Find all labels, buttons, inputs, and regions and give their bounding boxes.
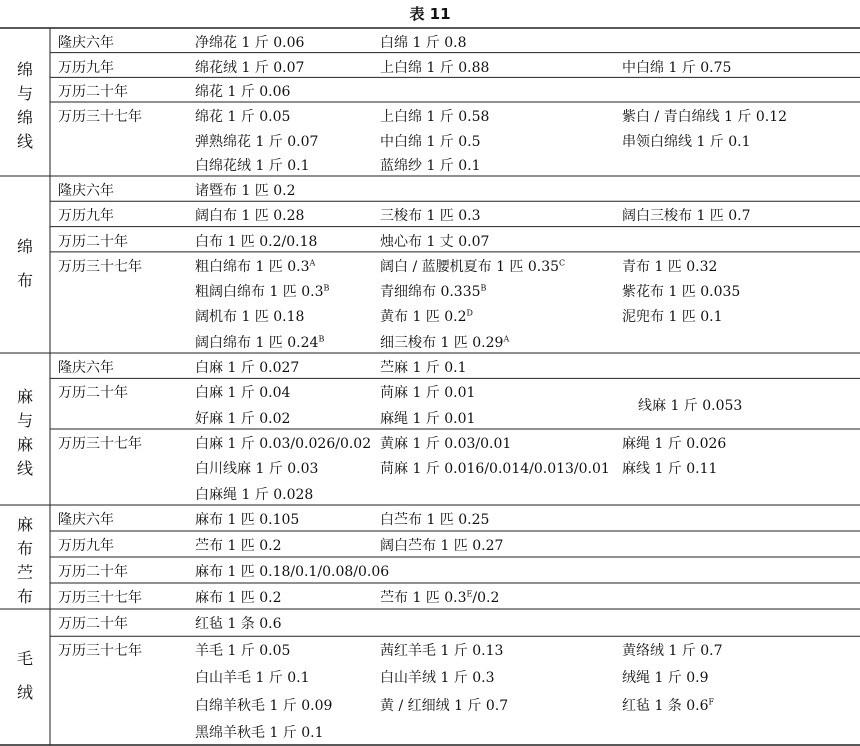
price-entry: 好麻 1 斤 0.02 xyxy=(195,410,291,427)
year-label: 万历三十七年 xyxy=(58,258,142,275)
price-entry: 白绵花绒 1 斤 0.1 xyxy=(195,158,310,175)
year-label: 万历三十七年 xyxy=(58,436,142,452)
price-entry: 苘麻 1 斤 0.01 xyxy=(380,385,476,402)
category-label-char: 苎 xyxy=(16,563,33,582)
price-entry: 苎麻 1 斤 0.1 xyxy=(380,360,467,376)
year-label: 隆庆六年 xyxy=(58,360,114,376)
category-label-char: 绵 xyxy=(16,236,33,256)
price-entry: 白麻 1 斤 0.03/0.026/0.02 xyxy=(195,436,372,452)
year-label: 万历二十年 xyxy=(58,616,128,632)
category-label-char: 绵 xyxy=(16,60,33,79)
price-entry: 泥兜布 1 匹 0.1 xyxy=(622,309,723,326)
price-entry: 净绵花 1 斤 0.06 xyxy=(195,35,305,51)
year-label: 万历二十年 xyxy=(58,385,128,402)
price-entry: 羊毛 1 斤 0.05 xyxy=(195,643,291,660)
price-entry: 蓝绵纱 1 斤 0.1 xyxy=(380,158,481,175)
price-entry: 麻线 1 斤 0.11 xyxy=(622,461,718,478)
price-entry: 中白绵 1 斤 0.5 xyxy=(380,133,481,150)
price-entry: 中白绵 1 斤 0.75 xyxy=(622,59,732,76)
price-entry: 青布 1 匹 0.32 xyxy=(622,258,718,275)
price-entry: 红毡 1 条 0.6$^F$ xyxy=(622,696,715,714)
category-label-char: 布 xyxy=(16,270,33,290)
footnote-mark: F xyxy=(708,696,715,706)
price-entry: 弹熟绵花 1 斤 0.07 xyxy=(195,133,319,150)
price-entry: 白绵 1 斤 0.8 xyxy=(380,35,467,51)
price-entry: 紫白 / 青白绵线 1 斤 0.12 xyxy=(622,109,788,125)
price-entry: 细三梭布 1 匹 0.29$^A$ xyxy=(380,334,510,351)
category-label-char: 布 xyxy=(16,587,33,606)
price-entry: 绵花绒 1 斤 0.07 xyxy=(195,59,305,76)
price-entry: 苎布 1 匹 0.2 xyxy=(195,538,282,554)
price-entry: 麻布 1 匹 0.2 xyxy=(195,590,282,606)
price-entry: 阔机布 1 匹 0.18 xyxy=(195,309,305,326)
price-entry: 烛心布 1 丈 0.07 xyxy=(380,233,490,250)
footnote-mark: B xyxy=(323,283,330,293)
category-label-char: 与 xyxy=(16,84,33,103)
price-entry: 黄布 1 匹 0.2$^D$ xyxy=(380,308,473,326)
price-entry: 白绵羊秋毛 1 斤 0.09 xyxy=(195,697,333,714)
price-entry: 麻布 1 匹 0.105 xyxy=(195,512,300,528)
footnote-mark: B xyxy=(318,334,325,344)
year-label: 万历九年 xyxy=(58,59,114,76)
price-entry: 苎布 1 匹 0.3$^E$/0.2 xyxy=(380,589,500,606)
price-entry: 阔白布 1 匹 0.28 xyxy=(195,208,305,225)
price-entry: 阔白苎布 1 匹 0.27 xyxy=(380,538,504,554)
price-entry: 阔白绵布 1 匹 0.24$^B$ xyxy=(195,334,325,351)
price-entry: 线麻 1 斤 0.053 xyxy=(638,398,743,414)
price-entry: 麻绳 1 斤 0.026 xyxy=(622,436,727,452)
price-entry: 白苎布 1 匹 0.25 xyxy=(380,512,490,528)
category-label-char: 麻 xyxy=(16,387,33,406)
price-entry: 诸暨布 1 匹 0.2 xyxy=(195,183,296,199)
category-label-char: 线 xyxy=(16,459,33,478)
price-entry: 上白绵 1 斤 0.88 xyxy=(380,59,490,76)
year-label: 隆庆六年 xyxy=(58,183,114,199)
year-label: 万历二十年 xyxy=(58,564,128,580)
table-title: 表 11 xyxy=(409,5,451,23)
price-entry: 阔白 / 蓝腰机夏布 1 匹 0.35$^C$ xyxy=(380,258,566,275)
year-label: 万历三十七年 xyxy=(58,590,142,606)
price-entry: 黄麻 1 斤 0.03/0.01 xyxy=(380,436,512,452)
price-entry: 白布 1 匹 0.2/0.18 xyxy=(195,233,318,250)
category-label-char: 绒 xyxy=(16,683,33,702)
price-entry: 苘麻 1 斤 0.016/0.014/0.013/0.01 xyxy=(380,461,610,478)
category-label-char: 麻 xyxy=(16,515,33,534)
price-entry: 麻布 1 匹 0.18/0.1/0.08/0.06 xyxy=(195,564,390,580)
price-entry: 上白绵 1 斤 0.58 xyxy=(380,109,490,125)
price-entry: 红毡 1 条 0.6 xyxy=(195,616,282,632)
category-label-char: 绵 xyxy=(16,108,33,127)
category-label-char: 布 xyxy=(16,539,33,558)
price-entry: 青细绵布 0.335$^B$ xyxy=(380,283,487,301)
year-label: 万历九年 xyxy=(58,208,114,225)
price-entry: 绵花 1 斤 0.05 xyxy=(195,109,291,125)
footnote-mark: B xyxy=(480,283,487,293)
price-entry: 白山羊毛 1 斤 0.1 xyxy=(195,670,310,687)
year-label: 万历三十七年 xyxy=(58,643,142,660)
price-entry: 黄络绒 1 斤 0.7 xyxy=(622,643,723,660)
price-entry: 绵花 1 斤 0.06 xyxy=(195,84,291,101)
price-entry: 黄 / 红细绒 1 斤 0.7 xyxy=(380,697,509,714)
price-entry: 黑绵羊秋毛 1 斤 0.1 xyxy=(195,724,324,741)
price-entry: 粗白绵布 1 匹 0.3$^A$ xyxy=(195,258,316,275)
year-label: 万历二十年 xyxy=(58,233,128,250)
footnote-mark: A xyxy=(503,334,510,344)
price-entry: 白山羊绒 1 斤 0.3 xyxy=(380,670,495,687)
year-label: 隆庆六年 xyxy=(58,512,114,528)
price-entry: 白麻 1 斤 0.04 xyxy=(195,385,291,402)
price-entry: 白麻绳 1 斤 0.028 xyxy=(195,486,314,503)
price-entry: 绒绳 1 斤 0.9 xyxy=(622,670,709,687)
year-label: 万历九年 xyxy=(58,538,114,554)
category-label-char: 麻 xyxy=(16,435,33,454)
price-entry: 串领白绵线 1 斤 0.1 xyxy=(622,133,751,150)
price-entry: 茜红羊毛 1 斤 0.13 xyxy=(380,643,504,660)
footnote-mark: D xyxy=(466,308,473,318)
footnote-mark: A xyxy=(309,258,316,268)
footnote-mark: C xyxy=(559,258,566,268)
price-entry: 紫花布 1 匹 0.035 xyxy=(622,284,741,301)
footnote-mark: E xyxy=(466,589,473,599)
category-label-char: 与 xyxy=(16,411,33,430)
category-label-char: 毛 xyxy=(16,649,33,668)
category-label-char: 线 xyxy=(16,132,33,151)
price-entry: 阔白三梭布 1 匹 0.7 xyxy=(622,208,751,225)
price-entry: 粗阔白绵布 1 匹 0.3$^B$ xyxy=(195,283,330,301)
price-entry: 三梭布 1 匹 0.3 xyxy=(380,208,481,225)
price-entry: 白麻 1 斤 0.027 xyxy=(195,360,300,376)
price-entry: 白川线麻 1 斤 0.03 xyxy=(195,461,319,478)
year-label: 隆庆六年 xyxy=(58,35,114,51)
year-label: 万历二十年 xyxy=(58,84,128,101)
price-entry: 麻绳 1 斤 0.01 xyxy=(380,410,476,427)
year-label: 万历三十七年 xyxy=(58,109,142,125)
